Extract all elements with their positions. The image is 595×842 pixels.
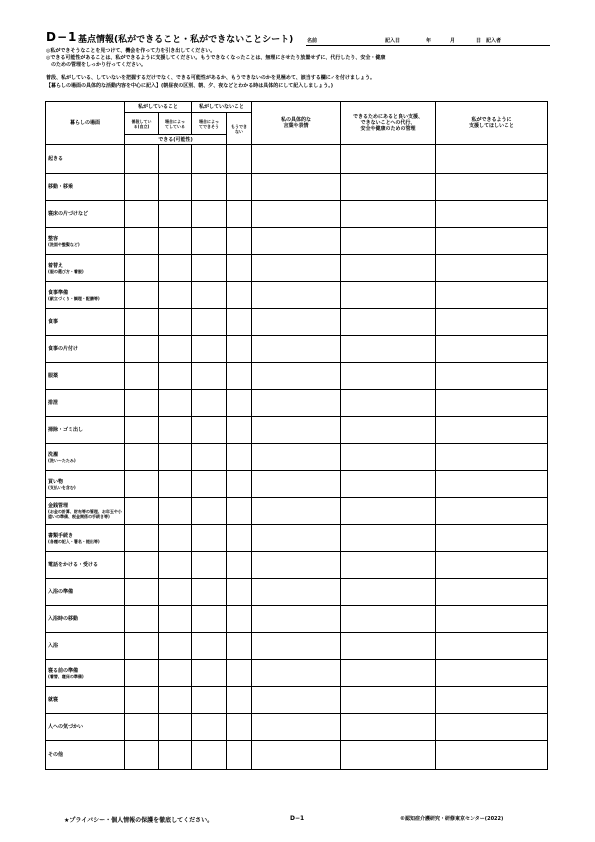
table-row [46, 498, 548, 525]
instruction-line: 【暮らしの場面の具体的な活動内容を中心に記入】(朝昼夜の区別、朝、夕、夜などとわかる時は具体的にして記入しましょう。) [46, 83, 334, 89]
entry-cell[interactable] [125, 201, 159, 228]
sheet-title: 基点情報(私ができること・私ができないことシート) [78, 35, 294, 45]
row-label-text: 入浴の準備 [48, 589, 74, 595]
row-label [46, 660, 125, 687]
table-row [46, 336, 548, 363]
instruction-line: のための管理をしっかり行ってください。 [46, 62, 147, 68]
entry-cell[interactable] [341, 228, 436, 255]
entry-cell[interactable] [227, 687, 252, 714]
entry-cell[interactable] [227, 363, 252, 390]
page-code: D−1 [290, 815, 305, 822]
entry-cell[interactable] [341, 255, 436, 282]
row-label [46, 633, 125, 660]
entry-cell[interactable] [192, 228, 227, 255]
table-row [46, 633, 548, 660]
row-label-text: 食事 [48, 319, 59, 325]
entry-cell[interactable] [436, 145, 548, 174]
entry-cell[interactable] [227, 201, 252, 228]
entry-cell[interactable] [192, 390, 227, 417]
entry-cell[interactable] [192, 282, 227, 309]
row-label-sub: (洗面や整髪など) [48, 241, 80, 247]
entry-cell[interactable] [227, 145, 252, 174]
col-words-header: 私の具体的な 言葉や表情 [252, 102, 341, 145]
col-wish-header: 私ができるように 支援してほしいこと [436, 102, 548, 145]
entry-cell[interactable] [227, 255, 252, 282]
entry-cell[interactable] [252, 201, 341, 228]
entry-cell[interactable] [227, 552, 252, 579]
entry-cell[interactable] [227, 741, 252, 770]
entry-cell[interactable] [436, 606, 548, 633]
entry-cell[interactable] [227, 390, 252, 417]
entry-cell[interactable] [192, 471, 227, 498]
entry-cell[interactable] [341, 687, 436, 714]
entry-cell[interactable] [159, 336, 192, 363]
entry-cell[interactable] [192, 444, 227, 471]
entry-cell[interactable] [341, 471, 436, 498]
row-label [46, 552, 125, 579]
row-label [46, 741, 125, 770]
entry-cell[interactable] [125, 687, 159, 714]
table-row [46, 201, 548, 228]
table-row [46, 444, 548, 471]
row-label-sub: (着替、寝床の準備) [48, 673, 84, 679]
table-row [46, 660, 548, 687]
band-doing-header: 私がしていること [125, 102, 192, 113]
entry-cell[interactable] [436, 201, 548, 228]
row-label-text: 入浴 [48, 643, 59, 649]
entry-cell[interactable] [192, 336, 227, 363]
entry-cell[interactable] [227, 660, 252, 687]
band-possible-header: できる(可能性) [125, 135, 227, 145]
table-row [46, 579, 548, 606]
entry-cell[interactable] [192, 417, 227, 444]
entry-cell[interactable] [159, 552, 192, 579]
row-label [46, 201, 125, 228]
name-label: 名前 [307, 38, 318, 44]
entry-cell[interactable] [159, 660, 192, 687]
table-row [46, 282, 548, 309]
entry-cell[interactable] [252, 228, 341, 255]
entry-cell[interactable] [125, 579, 159, 606]
row-label [46, 606, 125, 633]
row-label [46, 579, 125, 606]
row-label-text: 移動・移乗 [48, 184, 74, 190]
entry-cell[interactable] [192, 606, 227, 633]
row-label [46, 255, 125, 282]
col-doing-sometimes-header: 場合によっ てしている [159, 113, 192, 135]
entry-cell[interactable] [159, 633, 192, 660]
entry-cell[interactable] [125, 525, 159, 552]
entry-cell[interactable] [227, 444, 252, 471]
entry-cell[interactable] [341, 390, 436, 417]
entry-cell[interactable] [436, 741, 548, 770]
row-label-text: 書類手続き [48, 532, 74, 539]
sheet-code: D−1 [46, 30, 78, 44]
copyright: ©認知症介護研究・研修東京センター(2022) [400, 816, 504, 822]
entry-cell[interactable] [227, 282, 252, 309]
entry-cell[interactable] [341, 174, 436, 201]
date-label: 記入日 [385, 38, 401, 44]
entry-cell[interactable] [192, 309, 227, 336]
row-label-text: 電話をかける・受ける [48, 562, 99, 568]
entry-cell[interactable] [252, 633, 341, 660]
entry-cell[interactable] [341, 552, 436, 579]
entry-cell[interactable] [125, 444, 159, 471]
entry-cell[interactable] [192, 741, 227, 770]
entry-cell[interactable] [227, 579, 252, 606]
entry-cell[interactable] [341, 579, 436, 606]
entry-cell[interactable] [125, 741, 159, 770]
entry-cell[interactable] [436, 309, 548, 336]
entry-cell[interactable] [192, 660, 227, 687]
row-label-text: 排泄 [48, 400, 59, 406]
band-not-doing-header: 私がしていないこと [192, 102, 252, 113]
entry-cell[interactable] [436, 579, 548, 606]
entry-cell[interactable] [341, 363, 436, 390]
entry-cell[interactable] [192, 363, 227, 390]
row-label-text: 寝床の片づけなど [48, 211, 89, 217]
entry-cell[interactable] [252, 525, 341, 552]
writer-label: 記入者 [486, 38, 502, 44]
entry-cell[interactable] [192, 145, 227, 174]
entry-cell[interactable] [125, 174, 159, 201]
col-cannot-header: もうでき ない [227, 113, 252, 145]
table-row [46, 228, 548, 255]
entry-cell[interactable] [341, 309, 436, 336]
entry-cell[interactable] [125, 417, 159, 444]
entry-cell[interactable] [159, 498, 192, 525]
row-label-text: 寝る前の準備 [48, 667, 79, 674]
entry-cell[interactable] [192, 552, 227, 579]
row-label [46, 444, 125, 471]
entry-cell[interactable] [125, 228, 159, 255]
entry-cell[interactable] [436, 687, 548, 714]
entry-cell[interactable] [227, 633, 252, 660]
col-doing-now-header: 普段してい る(自立) [125, 113, 159, 135]
year-label: 年 [426, 38, 432, 44]
entry-cell[interactable] [252, 363, 341, 390]
entry-cell[interactable] [227, 498, 252, 525]
entry-cell[interactable] [159, 363, 192, 390]
entry-cell[interactable] [125, 282, 159, 309]
header-underline [306, 45, 550, 46]
entry-cell[interactable] [252, 741, 341, 770]
entry-cell[interactable] [159, 282, 192, 309]
entry-cell[interactable] [125, 255, 159, 282]
entry-cell[interactable] [436, 417, 548, 444]
instruction-line: 普段、私がしている、していないを把握するだけでなく、できる可能性があるか、もうできないのかを見極めて、該当する欄に✓を付けましょう。 [46, 75, 375, 81]
entry-cell[interactable] [252, 498, 341, 525]
entry-cell[interactable] [192, 633, 227, 660]
entry-cell[interactable] [125, 633, 159, 660]
entry-cell[interactable] [252, 471, 341, 498]
entry-cell[interactable] [192, 498, 227, 525]
row-label [46, 417, 125, 444]
table-row [46, 525, 548, 552]
row-label [46, 174, 125, 201]
entry-cell[interactable] [341, 282, 436, 309]
day-label: 日 [476, 38, 482, 44]
table-row [46, 741, 548, 770]
entry-cell[interactable] [192, 714, 227, 741]
col-support-header: できるためにあると良い支援、 できないことへの代行、 安全や健康のための管理 [341, 102, 436, 145]
entry-cell[interactable] [159, 228, 192, 255]
entry-cell[interactable] [159, 444, 192, 471]
entry-cell[interactable] [125, 145, 159, 174]
entry-cell[interactable] [159, 471, 192, 498]
entry-cell[interactable] [252, 687, 341, 714]
table-row [46, 552, 548, 579]
entry-cell[interactable] [159, 525, 192, 552]
row-label-text: 洗濯 [48, 451, 59, 458]
entry-cell[interactable] [436, 444, 548, 471]
instruction-line: ◎できる可能性があることは、私ができるように支援してください。もうできなくなったことは、無理にさせたり放置せずに、代行したり、安全・健康 [46, 55, 386, 61]
entry-cell[interactable] [159, 309, 192, 336]
entry-cell[interactable] [252, 417, 341, 444]
entry-cell[interactable] [436, 390, 548, 417]
entry-cell[interactable] [125, 606, 159, 633]
row-label-text: 就寝 [48, 697, 59, 703]
entry-cell[interactable] [252, 255, 341, 282]
entry-cell[interactable] [159, 255, 192, 282]
entry-cell[interactable] [227, 309, 252, 336]
entry-cell[interactable] [192, 174, 227, 201]
entry-cell[interactable] [252, 579, 341, 606]
row-label-text: 食事の片付け [48, 346, 79, 352]
entry-cell[interactable] [227, 714, 252, 741]
row-label-text: その他 [48, 752, 64, 758]
entry-cell[interactable] [436, 471, 548, 498]
row-label [46, 525, 125, 552]
row-label-sub: (献立づくり・調理・配膳等) [48, 295, 100, 301]
row-label-text: 整容 [48, 235, 59, 242]
entry-cell[interactable] [252, 336, 341, 363]
row-label-text: 着替え [48, 262, 64, 269]
entry-cell[interactable] [227, 471, 252, 498]
entry-cell[interactable] [341, 336, 436, 363]
entry-cell[interactable] [341, 741, 436, 770]
row-label-sub: (支払いを含む) [48, 484, 76, 490]
row-label [46, 714, 125, 741]
entry-cell[interactable] [436, 228, 548, 255]
entry-cell[interactable] [436, 660, 548, 687]
entry-cell[interactable] [341, 201, 436, 228]
row-label-text: 掃除・ゴミ出し [48, 427, 84, 433]
entry-cell[interactable] [436, 525, 548, 552]
table-row [46, 174, 548, 201]
table-row [46, 606, 548, 633]
row-label [46, 471, 125, 498]
entry-cell[interactable] [125, 363, 159, 390]
entry-cell[interactable] [192, 687, 227, 714]
privacy-note: ★プライバシー・個人情報の保護を徹底してください。 [64, 817, 214, 824]
row-label-text: 入浴時の移動 [48, 616, 79, 622]
entry-cell[interactable] [192, 525, 227, 552]
entry-cell[interactable] [159, 174, 192, 201]
row-label-sub: (各種の記入・署名・提出等) [48, 538, 100, 544]
entry-cell[interactable] [192, 201, 227, 228]
row-label [46, 498, 125, 525]
entry-cell[interactable] [252, 309, 341, 336]
entry-cell[interactable] [227, 336, 252, 363]
entry-cell[interactable] [125, 660, 159, 687]
row-label [46, 687, 125, 714]
row-label [46, 336, 125, 363]
entry-cell[interactable] [159, 579, 192, 606]
entry-cell[interactable] [125, 309, 159, 336]
entry-cell[interactable] [159, 687, 192, 714]
row-label-text: 服薬 [48, 373, 59, 379]
row-label-text: 起きる [48, 156, 64, 162]
entry-cell[interactable] [159, 417, 192, 444]
table-row [46, 363, 548, 390]
row-label-text: 金銭管理 [48, 503, 69, 509]
row-label [46, 282, 125, 309]
entry-cell[interactable] [436, 552, 548, 579]
entry-cell[interactable] [252, 145, 341, 174]
entry-cell[interactable] [125, 336, 159, 363]
entry-cell[interactable] [436, 633, 548, 660]
entry-cell[interactable] [192, 255, 227, 282]
row-label [46, 309, 125, 336]
month-label: 月 [450, 38, 456, 44]
entry-cell[interactable] [159, 201, 192, 228]
entry-cell[interactable] [159, 606, 192, 633]
entry-cell[interactable] [159, 714, 192, 741]
entry-cell[interactable] [436, 363, 548, 390]
entry-cell[interactable] [436, 174, 548, 201]
entry-cell[interactable] [341, 633, 436, 660]
entry-cell[interactable] [125, 390, 159, 417]
row-label-text: 人への気づかい [48, 724, 84, 730]
entry-cell[interactable] [227, 525, 252, 552]
entry-cell[interactable] [252, 444, 341, 471]
entry-cell[interactable] [341, 145, 436, 174]
entry-cell[interactable] [341, 606, 436, 633]
table-row [46, 390, 548, 417]
col-scene-header: 暮らしの場面 [46, 102, 125, 145]
instruction-line: ◎私ができそうなことを見つけて、機会を作って力を引き出してください。 [46, 48, 216, 54]
row-label [46, 145, 125, 174]
entry-cell[interactable] [125, 552, 159, 579]
entry-cell[interactable] [192, 579, 227, 606]
entry-cell[interactable] [252, 606, 341, 633]
row-label-text: 食事準備 [48, 289, 69, 296]
entry-cell[interactable] [341, 660, 436, 687]
form-grid-body [46, 145, 548, 770]
entry-cell[interactable] [252, 174, 341, 201]
entry-cell[interactable] [227, 606, 252, 633]
entry-cell[interactable] [252, 714, 341, 741]
entry-cell[interactable] [436, 282, 548, 309]
row-label-sub: (服の選び方・着脱) [48, 268, 84, 274]
row-label-sub: (洗い〜たたみ) [48, 457, 76, 463]
entry-cell[interactable] [436, 255, 548, 282]
row-label-sub: (お金の計算、財布等の管理、お年玉や小遣いの準備、税金関係の手続き等) [48, 509, 122, 519]
entry-cell[interactable] [341, 714, 436, 741]
entry-cell[interactable] [227, 174, 252, 201]
entry-cell[interactable] [125, 498, 159, 525]
entry-cell[interactable] [252, 660, 341, 687]
entry-cell[interactable] [341, 498, 436, 525]
entry-cell[interactable] [436, 714, 548, 741]
entry-cell[interactable] [125, 471, 159, 498]
entry-cell[interactable] [227, 228, 252, 255]
table-row [46, 714, 548, 741]
entry-cell[interactable] [436, 498, 548, 525]
entry-cell[interactable] [341, 444, 436, 471]
entry-cell[interactable] [159, 741, 192, 770]
table-row [46, 145, 548, 174]
entry-cell[interactable] [252, 390, 341, 417]
table-row [46, 417, 548, 444]
table-row [46, 309, 548, 336]
entry-cell[interactable] [252, 282, 341, 309]
entry-cell[interactable] [436, 336, 548, 363]
table-row [46, 471, 548, 498]
col-not-doing-possible-header: 場合によっ てできそう [192, 113, 227, 135]
form-grid [45, 101, 548, 770]
entry-cell[interactable] [125, 714, 159, 741]
entry-cell[interactable] [159, 390, 192, 417]
row-label [46, 363, 125, 390]
row-label [46, 228, 125, 255]
entry-cell[interactable] [159, 145, 192, 174]
table-row [46, 255, 548, 282]
entry-cell[interactable] [341, 525, 436, 552]
row-label-text: 買い物 [48, 478, 64, 485]
row-label [46, 390, 125, 417]
entry-cell[interactable] [227, 417, 252, 444]
entry-cell[interactable] [341, 417, 436, 444]
entry-cell[interactable] [252, 552, 341, 579]
table-row [46, 687, 548, 714]
